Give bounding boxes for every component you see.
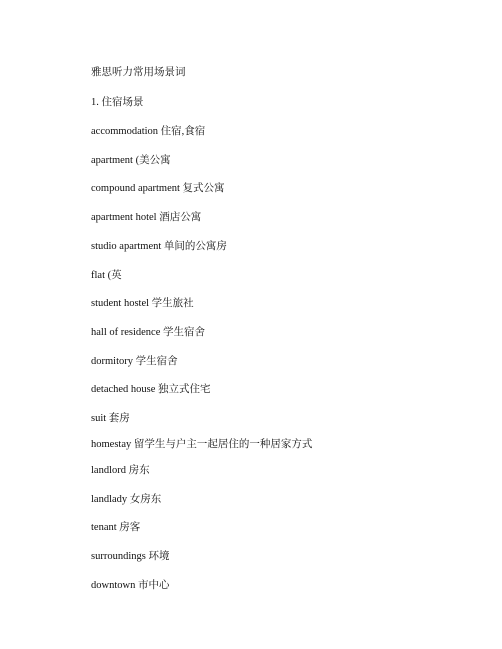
vocabulary-entry: accommodation 住宿,食宿 bbox=[91, 126, 206, 137]
vocabulary-entry: suit 套房 bbox=[91, 413, 130, 424]
vocabulary-entry: flat (英 bbox=[91, 270, 122, 281]
vocabulary-entry: apartment hotel 酒店公寓 bbox=[91, 212, 202, 223]
vocabulary-entry: downtown 市中心 bbox=[91, 580, 170, 591]
vocabulary-entry: homestay 留学生与户主一起居住的一种居家方式 bbox=[91, 439, 313, 450]
vocabulary-entry: landlord 房东 bbox=[91, 465, 150, 476]
vocabulary-entry: detached house 独立式住宅 bbox=[91, 384, 211, 395]
section-heading: 1. 住宿场景 bbox=[91, 97, 144, 108]
vocabulary-entry: apartment (美公寓 bbox=[91, 155, 171, 166]
vocabulary-entry: studio apartment 单间的公寓房 bbox=[91, 241, 227, 252]
vocabulary-entry: tenant 房客 bbox=[91, 522, 141, 533]
vocabulary-entry: hall of residence 学生宿舍 bbox=[91, 327, 206, 338]
vocabulary-entry: surroundings 环境 bbox=[91, 551, 170, 562]
document-title: 雅思听力常用场景词 bbox=[91, 67, 186, 78]
vocabulary-entry: landlady 女房东 bbox=[91, 494, 162, 505]
vocabulary-entry: student hostel 学生旅社 bbox=[91, 298, 194, 309]
vocabulary-entry: dormitory 学生宿舍 bbox=[91, 356, 178, 367]
vocabulary-entry: compound apartment 复式公寓 bbox=[91, 183, 225, 194]
